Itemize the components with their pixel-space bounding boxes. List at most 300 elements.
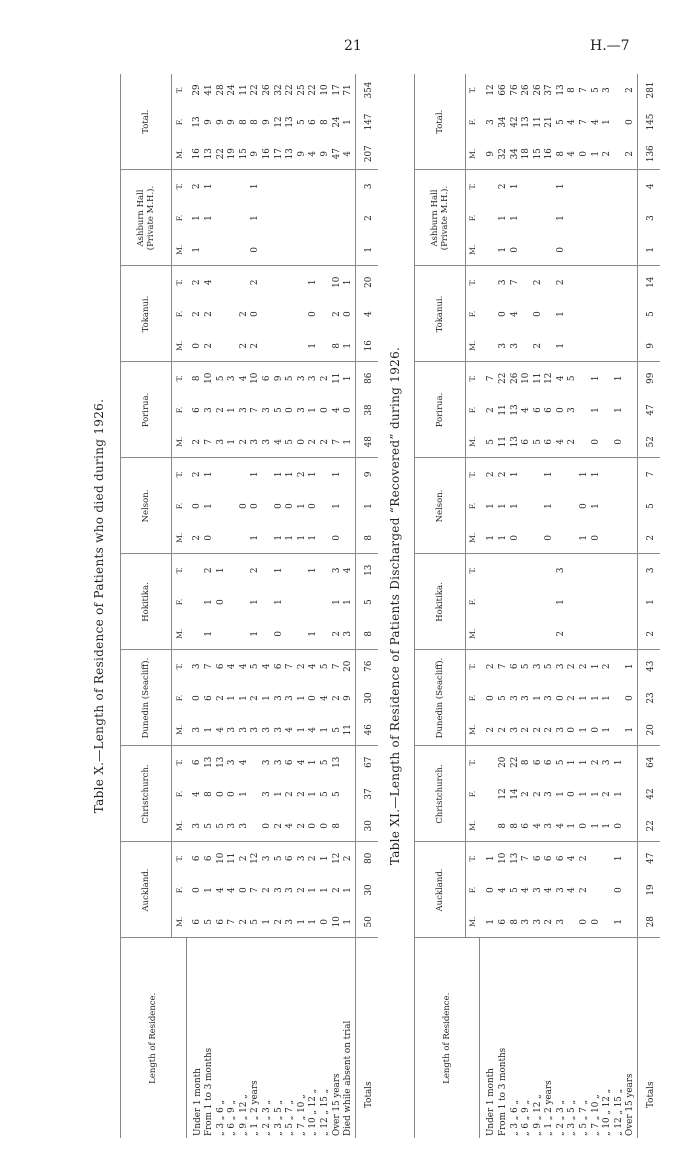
row-label-text: „ 10 „ 12 „	[308, 1088, 319, 1136]
table-cell	[297, 298, 309, 330]
table-cell: 1	[590, 471, 601, 478]
table-cell: 4	[521, 407, 532, 413]
table-cell: 11	[498, 426, 510, 458]
table-cell: 4	[238, 759, 249, 766]
table-cell: 4	[497, 887, 508, 893]
sex-subheader: M.	[465, 426, 480, 458]
table-row	[297, 74, 309, 1138]
table-cell: 2	[556, 618, 568, 650]
table-cell	[285, 298, 297, 330]
totals-cell: 145	[638, 106, 661, 138]
table-cell: 3	[602, 759, 613, 766]
row-label-text: Over 15 years	[625, 1073, 636, 1136]
table-cell: 17	[331, 84, 342, 96]
table-cell: 4	[227, 663, 238, 670]
table-cell: 3	[227, 759, 238, 766]
table-cell: 1	[296, 503, 307, 509]
table-cell: 7	[331, 663, 342, 670]
table-cell: 26	[262, 84, 273, 96]
row-label-text: „ 1 „ 2 years	[544, 1080, 555, 1136]
totals-cell: 4	[355, 298, 378, 330]
table-cell	[274, 330, 286, 362]
table-cell	[602, 266, 614, 298]
table-cell: 9	[204, 119, 215, 125]
table-cell	[480, 810, 498, 842]
table-row	[591, 74, 603, 1138]
table-cell: 2	[567, 663, 578, 670]
table-cell	[320, 298, 332, 330]
table-cell: 3	[238, 407, 249, 413]
sex-subheader: T.	[468, 375, 478, 382]
institution-header: Nelson.	[414, 458, 465, 554]
table-cell	[625, 554, 637, 586]
table-cell: 3	[509, 695, 520, 701]
table-cell: 6	[215, 663, 226, 670]
sex-subheader: T.	[174, 567, 184, 574]
table-cell	[332, 234, 344, 266]
sex-subheader: M.	[465, 810, 480, 842]
table-cell: 1	[480, 522, 498, 554]
table-cell: 1	[486, 855, 497, 862]
table-cell: 26	[532, 84, 543, 96]
totals-cell: 2	[638, 618, 661, 650]
table-cell: 5	[567, 375, 578, 382]
table-cell: 18	[521, 138, 533, 170]
table-cell: 10	[320, 84, 331, 96]
totals-cell: 30	[355, 874, 378, 906]
table-cell	[216, 298, 228, 330]
sex-subheader: F.	[468, 118, 478, 126]
table-cell: 1	[625, 714, 637, 746]
table-cell: 2	[250, 695, 261, 701]
table-cell	[480, 746, 498, 778]
table-cell	[250, 810, 262, 842]
row-label-text: From 1 to 3 months	[497, 1047, 508, 1136]
table-cell: 2	[297, 810, 309, 842]
table-cell: 1	[498, 522, 510, 554]
table-cell: 32	[273, 84, 284, 96]
table-cell	[227, 234, 239, 266]
table-cell: 1	[625, 663, 636, 670]
table-cell	[308, 234, 320, 266]
table-cell: 6	[216, 906, 228, 938]
table-cell	[614, 554, 626, 586]
table-cell: 1	[308, 522, 320, 554]
row-label-text: „ 3 „ 6 „	[215, 1099, 226, 1136]
table-cell: 6	[555, 855, 566, 862]
table-cell: 7	[486, 375, 497, 382]
row-label	[186, 938, 204, 1138]
table-cell	[556, 490, 568, 522]
table-cell	[567, 234, 579, 266]
table-cell: 1	[509, 183, 520, 190]
table-cell	[274, 202, 286, 234]
totals-cell: 47	[638, 842, 661, 874]
institution-header: Total.	[414, 74, 465, 170]
table-cell: 6	[204, 695, 215, 701]
sex-subheader: F.	[468, 694, 478, 702]
table-cell	[614, 714, 626, 746]
totals-cell: 4	[638, 170, 661, 202]
row-label	[250, 938, 262, 1138]
row-label-text: „ 1 „ 2 years	[250, 1080, 261, 1136]
table-cell	[274, 266, 286, 298]
sex-subheader: F.	[174, 502, 184, 510]
table-cell	[521, 554, 533, 586]
table-cell: 5	[544, 663, 555, 670]
totals-cell: 2	[638, 522, 661, 554]
table-cell: 9	[480, 138, 498, 170]
row-label	[556, 938, 568, 1138]
table-cell: 11	[532, 116, 543, 128]
table-cell: 3	[486, 119, 497, 125]
totals-cell: 9	[638, 330, 661, 362]
table-cell: 4	[238, 663, 249, 670]
table-cell: 3	[239, 810, 251, 842]
sex-subheader: T.	[174, 759, 184, 766]
table-cell: 8	[510, 906, 522, 938]
totals-cell: 80	[355, 842, 378, 874]
institution-header: Tokanui.	[121, 266, 172, 362]
table-cell: 7	[285, 663, 296, 670]
table-cell: 1	[555, 215, 566, 221]
table-cell: 2	[602, 138, 614, 170]
row-label	[521, 938, 533, 1138]
table-cell: 1	[320, 887, 331, 893]
totals-cell: 14	[638, 266, 661, 298]
table-cell: 2	[521, 714, 533, 746]
table-cell	[343, 202, 355, 234]
table-cell: 0	[591, 522, 603, 554]
table-row	[285, 74, 297, 1138]
table-cell: 13	[510, 426, 522, 458]
table-cell: 3	[285, 887, 296, 893]
table-cell	[227, 330, 239, 362]
table-cell: 4	[533, 810, 545, 842]
table-cell: 4	[567, 887, 578, 893]
table-cell: 0	[510, 234, 522, 266]
table-cell: 7	[509, 279, 520, 286]
row-label-text: „ 12 „ 15 „	[613, 1088, 624, 1136]
table-cell	[521, 458, 533, 490]
table-cell: 8	[204, 791, 215, 797]
row-label-text: From 1 to 3 months	[204, 1047, 215, 1136]
table-cell	[625, 906, 637, 938]
table-cell: 1	[250, 522, 262, 554]
totals-cell: 20	[355, 266, 378, 298]
table-cell	[320, 490, 332, 522]
table-cell: 3	[274, 714, 286, 746]
table-cell: 13	[555, 84, 566, 96]
table-cell: 3	[532, 663, 543, 670]
table-cell: 2	[308, 855, 319, 862]
table-cell: 13	[285, 138, 297, 170]
sex-subheader: F.	[468, 214, 478, 222]
sex-subheader: M.	[172, 426, 187, 458]
table-cell: 3	[555, 567, 566, 574]
table-cell	[602, 842, 614, 874]
table-cell	[216, 202, 228, 234]
totals-cell: 48	[355, 426, 378, 458]
table-cell: 29	[192, 84, 203, 96]
table-cell: 1	[262, 906, 274, 938]
totals-cell: 1	[355, 234, 378, 266]
table-cell	[602, 906, 614, 938]
table-cell	[250, 778, 262, 810]
table-cell	[239, 202, 251, 234]
table-cell	[285, 234, 297, 266]
rotated-page-region	[0, 62, 700, 1152]
table-row	[625, 74, 637, 1138]
table-cell: 2	[480, 714, 498, 746]
table-cell	[556, 522, 568, 554]
table-cell: 7	[497, 663, 508, 670]
table-cell: 0	[567, 791, 578, 797]
table-cell: 15	[239, 138, 251, 170]
table-cell: 3	[216, 426, 228, 458]
table-cell: 71	[343, 84, 354, 96]
sex-subheader: F.	[468, 502, 478, 510]
table-cell: 1	[297, 522, 309, 554]
table-cell: 2	[579, 887, 590, 893]
table-cell: 1	[486, 503, 497, 509]
sex-subheader: M.	[465, 906, 480, 938]
row-label-text: Under 1 month	[192, 1068, 203, 1136]
table-cell	[614, 522, 626, 554]
table-cell	[186, 554, 204, 586]
table-cell: 1	[591, 810, 603, 842]
table-cell: 2	[579, 663, 590, 670]
row-label	[308, 938, 320, 1138]
table-cell: 1	[273, 599, 284, 605]
table-cell	[308, 586, 320, 618]
table-cell: 4	[567, 138, 579, 170]
table-cell	[521, 202, 533, 234]
table-cell: 2	[186, 522, 204, 554]
table-cell: 0	[250, 503, 261, 509]
table-cell: 8	[320, 119, 331, 125]
totals-cell: 3	[355, 170, 378, 202]
table-cell	[320, 586, 332, 618]
table-cell	[227, 202, 239, 234]
table-cell	[602, 522, 614, 554]
table-cell	[262, 298, 274, 330]
table-row	[320, 74, 332, 1138]
table-cell: 4	[204, 279, 215, 286]
table-cell	[625, 778, 637, 810]
table-cell: 3	[343, 618, 355, 650]
table-cell: 0	[308, 311, 319, 317]
table-cell	[533, 586, 545, 618]
table-cell: 8	[250, 119, 261, 125]
table-cell: 1	[579, 522, 591, 554]
table-cell: 1	[204, 599, 215, 605]
table-cell: 2	[533, 330, 545, 362]
table-cell	[216, 618, 228, 650]
table-cell: 2	[590, 759, 601, 766]
table-row	[204, 74, 216, 1138]
table-cell	[510, 554, 522, 586]
table-row	[567, 74, 579, 1138]
row-label-text: Over 15 years	[331, 1073, 342, 1136]
table-cell: 1	[308, 407, 319, 413]
table-cell	[262, 234, 274, 266]
table-cell: 5	[331, 791, 342, 797]
table-cell	[579, 362, 591, 394]
table-xi-caption: Table XI.—Length of Residence of Patients Discharged “Recovered” during 1926.	[387, 346, 402, 866]
row-label	[480, 938, 498, 1138]
totals-cell: 5	[355, 586, 378, 618]
table-cell	[308, 170, 320, 202]
table-cell	[567, 618, 579, 650]
table-cell	[544, 266, 556, 298]
totals-cell: 207	[355, 138, 378, 170]
table-cell	[602, 874, 614, 906]
institution-header: Auckland.	[121, 842, 172, 938]
table-cell: 12	[497, 788, 508, 800]
table-cell: 1	[204, 503, 215, 509]
table-cell: 3	[556, 906, 568, 938]
totals-cell: 30	[355, 682, 378, 714]
table-cell	[285, 202, 297, 234]
totals-row	[638, 74, 661, 1138]
table-cell: 3	[521, 906, 533, 938]
table-cell	[579, 330, 591, 362]
table-cell	[521, 330, 533, 362]
table-cell: 0	[497, 311, 508, 317]
table-cell: 9	[262, 119, 273, 125]
table-cell	[262, 330, 274, 362]
table-cell	[591, 330, 603, 362]
sex-subheader: T.	[468, 86, 478, 94]
table-row	[521, 74, 533, 1138]
table-cell	[614, 298, 626, 330]
sex-subheader: M.	[465, 618, 480, 650]
table-cell: 4	[308, 138, 320, 170]
table-cell	[262, 522, 274, 554]
table-cell: 2	[274, 906, 286, 938]
table-cell: 0	[250, 311, 261, 317]
table-cell: 1	[343, 279, 354, 286]
table-cell: 4	[556, 810, 568, 842]
table-cell: 1	[296, 695, 307, 701]
table-cell	[498, 618, 510, 650]
table-cell: 4	[343, 138, 355, 170]
table-cell: 5	[320, 791, 331, 797]
table-cell	[567, 906, 579, 938]
table-cell: 5	[285, 426, 297, 458]
table-cell: 3	[555, 663, 566, 670]
page-code: H.—7	[590, 38, 630, 54]
table-cell: 1	[308, 471, 319, 478]
table-cell: 3	[544, 810, 556, 842]
table-cell	[227, 458, 239, 490]
totals-cell: 5	[638, 298, 661, 330]
table-cell: 1	[602, 714, 614, 746]
table-cell: 4	[556, 426, 568, 458]
table-cell: 3	[497, 279, 508, 286]
totals-cell: 22	[638, 810, 661, 842]
table-cell: 3	[250, 714, 262, 746]
table-cell: 6	[192, 407, 203, 413]
table-cell: 5	[215, 375, 226, 382]
table-cell	[602, 586, 614, 618]
table-cell: 0	[215, 791, 226, 797]
table-cell: 13	[509, 404, 520, 416]
table-cell: 1	[250, 215, 261, 221]
table-cell	[480, 778, 498, 810]
sex-subheader: F.	[468, 886, 478, 894]
table-cell: 1	[509, 215, 520, 221]
table-cell: 1	[590, 407, 601, 413]
table-cell	[567, 554, 579, 586]
sex-subheader: F.	[174, 598, 184, 606]
row-label-text: „ 7 „ 10 „	[296, 1094, 307, 1136]
table-cell: 1	[227, 426, 239, 458]
table-cell	[591, 266, 603, 298]
table-cell	[274, 234, 286, 266]
table-cell: 3	[331, 567, 342, 574]
table-cell: 3	[498, 330, 510, 362]
table-cell: 1	[555, 599, 566, 605]
table-cell: 2	[486, 407, 497, 413]
totals-cell: 67	[355, 746, 378, 778]
table-cell: 1	[532, 695, 543, 701]
table-cell: 5	[320, 663, 331, 670]
sex-subheader: T.	[174, 471, 184, 478]
row-label-text: „ 3 „ 6 „	[509, 1099, 520, 1136]
table-cell	[216, 330, 228, 362]
row-label-text: „ 9 „ 12 „	[532, 1094, 543, 1136]
table-cell: 0	[273, 503, 284, 509]
row-label	[510, 938, 522, 1138]
institution-header: Auckland.	[414, 842, 465, 938]
sex-subheader: T.	[174, 183, 184, 190]
table-cell: 2	[250, 330, 262, 362]
table-cell	[614, 586, 626, 618]
table-cell: 3	[273, 887, 284, 893]
table-cell	[625, 810, 637, 842]
table-cell: 5	[497, 695, 508, 701]
table-cell	[625, 202, 637, 234]
table-cell: 22	[216, 138, 228, 170]
table-cell	[625, 298, 637, 330]
table-cell	[625, 330, 637, 362]
table-cell	[567, 170, 579, 202]
group-header-row	[414, 74, 465, 1138]
table-cell: 2	[296, 887, 307, 893]
table-cell: 6	[285, 759, 296, 766]
table-cell: 6	[285, 855, 296, 862]
table-cell: 3	[521, 695, 532, 701]
table-cell	[591, 842, 603, 874]
table-cell	[625, 362, 637, 394]
table-cell: 8	[192, 375, 203, 382]
table-cell: 4	[331, 407, 342, 413]
table-cell	[285, 554, 297, 586]
table-cell: 9	[227, 119, 238, 125]
table-cell: 0	[555, 407, 566, 413]
totals-cell: 23	[638, 682, 661, 714]
table-cell	[510, 618, 522, 650]
table-cell: 1	[331, 503, 342, 509]
table-cell: 41	[204, 84, 215, 96]
row-label	[602, 938, 614, 1138]
table-cell	[591, 234, 603, 266]
table-cell: 0	[320, 810, 332, 842]
row-label	[579, 938, 591, 1138]
table-cell	[297, 330, 309, 362]
